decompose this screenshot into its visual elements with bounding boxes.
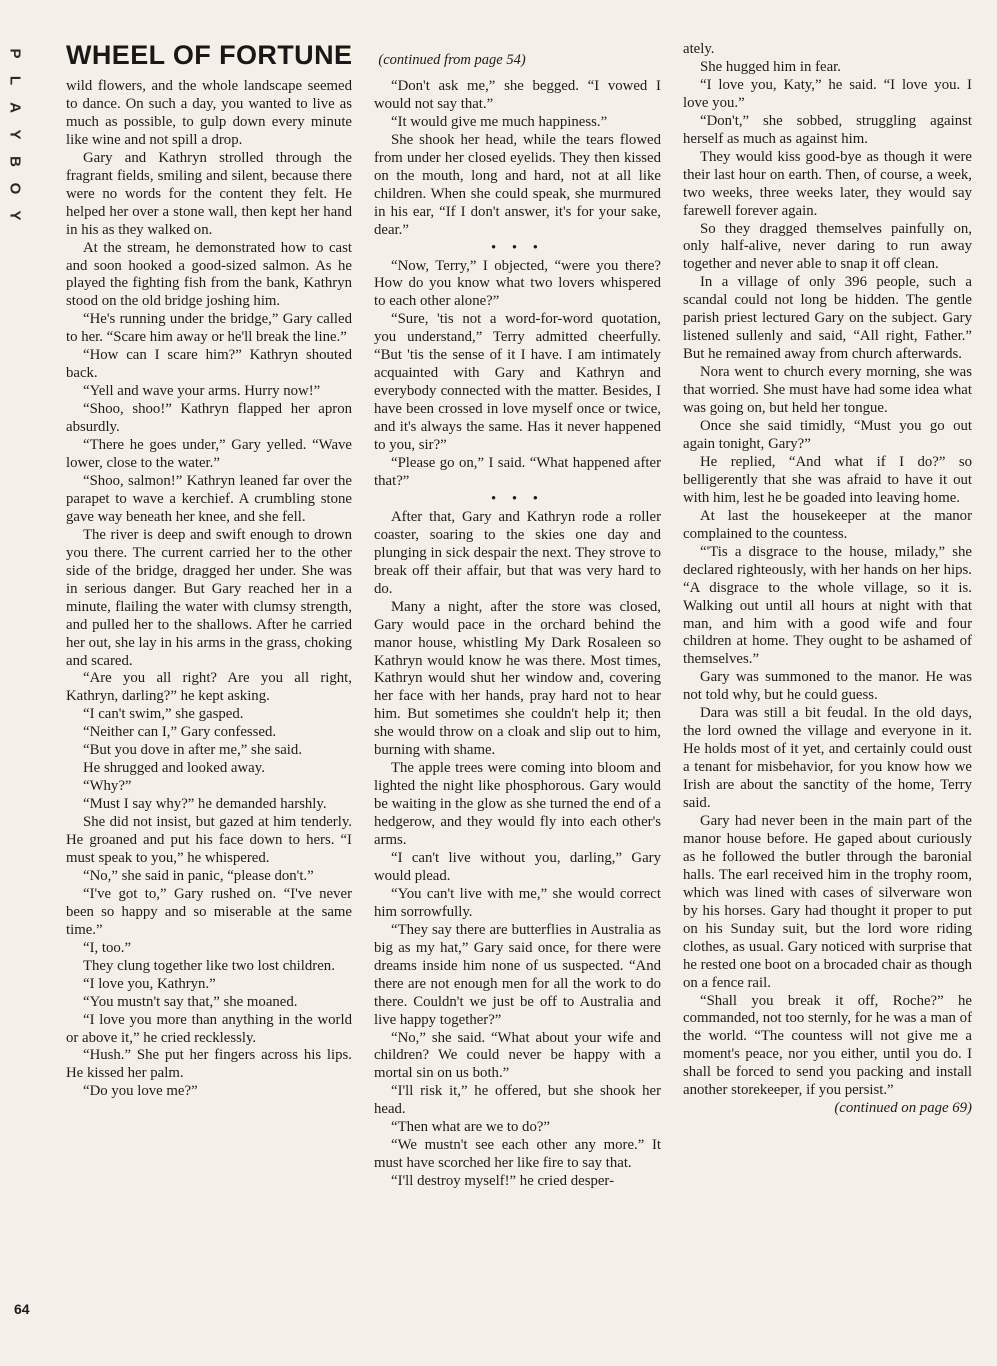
- paragraph: He shrugged and looked away.: [83, 760, 265, 777]
- paragraph: At last the housekeeper at the manor complained to the countess.: [683, 507, 972, 542]
- paragraph: They would kiss good-bye as though it were their last hour on earth. Then, of course, a week, two weeks, three weeks later, they would say farewell forever again.: [683, 148, 972, 219]
- paragraph: “Please go on,” I said. “What happened after that?”: [374, 455, 661, 489]
- paragraph: “I can't swim,” she gasped.: [83, 706, 244, 723]
- section-break: • • •: [491, 239, 544, 256]
- paragraph: “Why?”: [83, 778, 132, 795]
- section-break: • • •: [491, 490, 544, 507]
- masthead-letter: L: [6, 75, 24, 86]
- text-column-2: [374, 78, 661, 1191]
- paragraph: “Don't,” she sobbed, struggling against herself as much as against him.: [683, 112, 972, 147]
- masthead-letter: P: [6, 48, 24, 59]
- paragraph: “I can't live without you, darling,” Gary would plead.: [374, 849, 661, 884]
- paragraph: “Hush.” She put her fingers across his lips. He kissed her palm.: [66, 1047, 352, 1082]
- paragraph: “He's running under the bridge,” Gary called to her. “Scare him away or he'll break the line.”: [66, 311, 352, 346]
- paragraph: Gary and Kathryn strolled through the fragrant fields, smiling and silent, because there were no words for the content they felt. He helped her over a stone wall, then kept her hand in his as they walked on.: [66, 149, 352, 238]
- paragraph: “Now, Terry,” I objected, “were you there? How do you know what two lovers whispered to each other alone?”: [374, 257, 661, 310]
- paragraph: “'Tis a disgrace to the house, milady,” she declared righteously, with her hands on her hips. “A disgrace to the whole village, so it is. Walking out until all hours at night with that man, and him with a good wife and four children at home. They ought to be ashamed of themselves.”: [683, 543, 972, 668]
- paragraph: “I'll destroy myself!” he cried desper-: [391, 1173, 614, 1190]
- paragraph: “I love you more than anything in the world or above it,” he cried recklessly.: [66, 1011, 352, 1046]
- paragraph: “Don't ask me,” she begged. “I vowed I would not say that.”: [374, 78, 661, 112]
- paragraph: “Neither can I,” Gary confessed.: [83, 724, 277, 741]
- paragraph: “Are you all right? Are you all right, Kathryn, darling?” he kept asking.: [66, 670, 352, 705]
- paragraph: So they dragged themselves painfully on, only half-alive, never daring to run away together and never able to snap it off clean.: [683, 220, 972, 273]
- page-number: 64: [14, 1301, 30, 1317]
- paragraph: “You mustn't say that,” she moaned.: [83, 993, 298, 1010]
- paragraph: Nora went to church every morning, she was that worried. She must have had some idea what was going on, but held her tongue.: [683, 364, 972, 417]
- paragraph: “I've got to,” Gary rushed on. “I've never been so happy and so miserable at the same time.”: [66, 885, 352, 938]
- paragraph: “No,” she said in panic, “please don't.”: [83, 867, 314, 884]
- paragraph: “We mustn't see each other any more.” It must have scorched her like fire to say that.: [374, 1137, 661, 1172]
- paragraph: “There he goes under,” Gary yelled. “Wave lower, close to the water.”: [66, 437, 352, 472]
- paragraph: “But you dove in after me,” she said.: [83, 742, 303, 759]
- paragraph: wild flowers, and the whole landscape seemed to dance. On such a day, you wanted to live as much as possible, to gulp down every minute like wine and not spill a drop.: [66, 78, 352, 148]
- magazine-masthead: [6, 40, 24, 229]
- paragraph: “Shoo, salmon!” Kathryn leaned far over the parapet to wave a kerchief. A crumbling stone gave way beneath her knee, and she fell.: [66, 472, 352, 525]
- text-column-1: [66, 78, 352, 1101]
- paragraph: She shook her head, while the tears flowed from under her closed eyelids. They then kissed on the mouth, long and hard, not at all like children. When she could speak, she murmured in his ear, “If I don't answer, it's for your sake, dear.”: [374, 131, 661, 238]
- paragraph: “Then what are we to do?”: [391, 1119, 550, 1136]
- paragraph: “I'll risk it,” he offered, but she shook her head.: [374, 1083, 661, 1118]
- paragraph: “Must I say why?” he demanded harshly.: [83, 796, 327, 813]
- paragraph: “Do you love me?”: [83, 1083, 198, 1100]
- paragraph: Dara was still a bit feudal. In the old days, the lord owned the village and everyone in it. He holds most of it yet, and certainly could oust a tenant for misbehavior, for you know how we Irish are about the sanctity of the home, Terry said.: [683, 705, 972, 812]
- paragraph: She hugged him in fear.: [700, 58, 841, 75]
- paragraph: In a village of only 396 people, such a scandal could not long be hidden. The gentle parish priest lectured Gary on the subject. Gary listened sullenly and said, “All right, Father.” But he remained away from church afterwards.: [683, 274, 972, 363]
- paragraph: “Shoo, shoo!” Kathryn flapped her apron absurdly.: [66, 401, 352, 436]
- paragraph: “How can I scare him?” Kathryn shouted back.: [66, 347, 352, 382]
- paragraph: Once she said timidly, “Must you go out again tonight, Gary?”: [683, 418, 972, 452]
- paragraph: They clung together like two lost children.: [83, 957, 335, 974]
- paragraph: ately.: [683, 41, 715, 57]
- paragraph: Gary had never been in the main part of the manor house before. He gaped about curiously as he followed the butler through the baronial halls. The earl received him in the trophy room, which was lined with cases of silverware won by his horses. Gary had thought it proper to put on his Sunday suit, but the lord wore riding clothes, as usual. Gary noticed with surprise that he rested one boot on a brocaded chair as though on a fence rail.: [683, 812, 972, 991]
- masthead-letter: B: [6, 156, 24, 167]
- masthead-letter: Y: [6, 210, 24, 221]
- article-title: WHEEL OF FORTUNE: [66, 40, 353, 70]
- paragraph: Many a night, after the store was closed, Gary would pace in the orchard behind the manor house, whistling My Dark Rosaleen so Kathryn would know he was there. Most times, Kathryn would shut her window and, covering her face with her hands, pray hard not to hear him. But sometimes she couldn't help it; then she would throw on a cloak and slip out to him, burning with shame.: [374, 598, 661, 759]
- article-header: [66, 40, 526, 71]
- paragraph: “Yell and wave your arms. Hurry now!”: [83, 383, 321, 400]
- masthead-letter: A: [6, 102, 24, 113]
- continued-from-note: (continued from page 54): [378, 52, 526, 68]
- paragraph: “Sure, 'tis not a word-for-word quotation, you understand,” Terry admitted cheerfully. “But 'tis the sense of it I have. I am intimately acquainted with Gary and Kathryn and everybody connected with the matter. Besides, I have been crossed in love myself once or twice, and it's always the same. Has it never happened to you, sir?”: [374, 311, 661, 454]
- paragraph: “You can't live with me,” she would correct him sorrowfully.: [374, 885, 661, 920]
- paragraph: “I love you, Kathryn.”: [83, 975, 216, 992]
- paragraph: “Shall you break it off, Roche?” he commanded, not too sternly, for he was a man of the world. “The countess will not give me a moment's peace, nor you either, until you do. I shall be forced to send you packing and install another storekeeper, if you persist.”: [683, 992, 972, 1099]
- masthead-letter: O: [6, 182, 24, 195]
- masthead-letter: Y: [6, 129, 24, 140]
- paragraph: The apple trees were coming into bloom and lighted the night like phosphorous. Gary would be waiting in the glow as she turned the end of a hedgerow, and they would fly into each other's arms.: [374, 760, 661, 849]
- paragraph: After that, Gary and Kathryn rode a roller coaster, soaring to the skies one day and plunging in sick despair the next. They strove to break off their affair, but that was very hard to do.: [374, 508, 661, 597]
- paragraph: She did not insist, but gazed at him tenderly. He groaned and put his face down to hers. “I must speak to you,” he whispered.: [66, 814, 352, 866]
- paragraph: “They say there are butterflies in Australia as big as my hat,” Gary said once, for there were dreams inside him none of us suspected. “And there are not enough men for all the work to do there. Couldn't we just be off to Australia and live happy together?”: [374, 921, 661, 1028]
- paragraph: “I love you, Katy,” he said. “I love you. I love you.”: [683, 76, 972, 111]
- paragraph: “I, too.”: [83, 939, 132, 956]
- paragraph: “It would give me much happiness.”: [391, 113, 608, 130]
- continued-on-note: (continued on page 69): [834, 1100, 972, 1117]
- paragraph: Gary was summoned to the manor. He was not told why, but he could guess.: [683, 669, 972, 704]
- paragraph: The river is deep and swift enough to drown you there. The current carried her to the other side of the bridge, dragged her under. She was in serious danger. But Gary reached her in a minute, flailing the water with clumsy strength, and pulled her to the shallows. After he carried her out, she lay in his arms in the grass, choking and scared.: [66, 526, 352, 669]
- text-column-3: [683, 41, 972, 1118]
- paragraph: He replied, “And what if I do?” so belligerently that she was afraid to have it out with him, lest he be goaded into leaving home.: [683, 453, 972, 506]
- paragraph: “No,” she said. “What about your wife and children? We could never be happy with a mortal sin on us both.”: [374, 1029, 661, 1082]
- paragraph: At the stream, he demonstrated how to cast and soon hooked a good-sized salmon. As he played the fighting fish from the bank, Kathryn stood on the old bridge joshing him.: [66, 239, 352, 310]
